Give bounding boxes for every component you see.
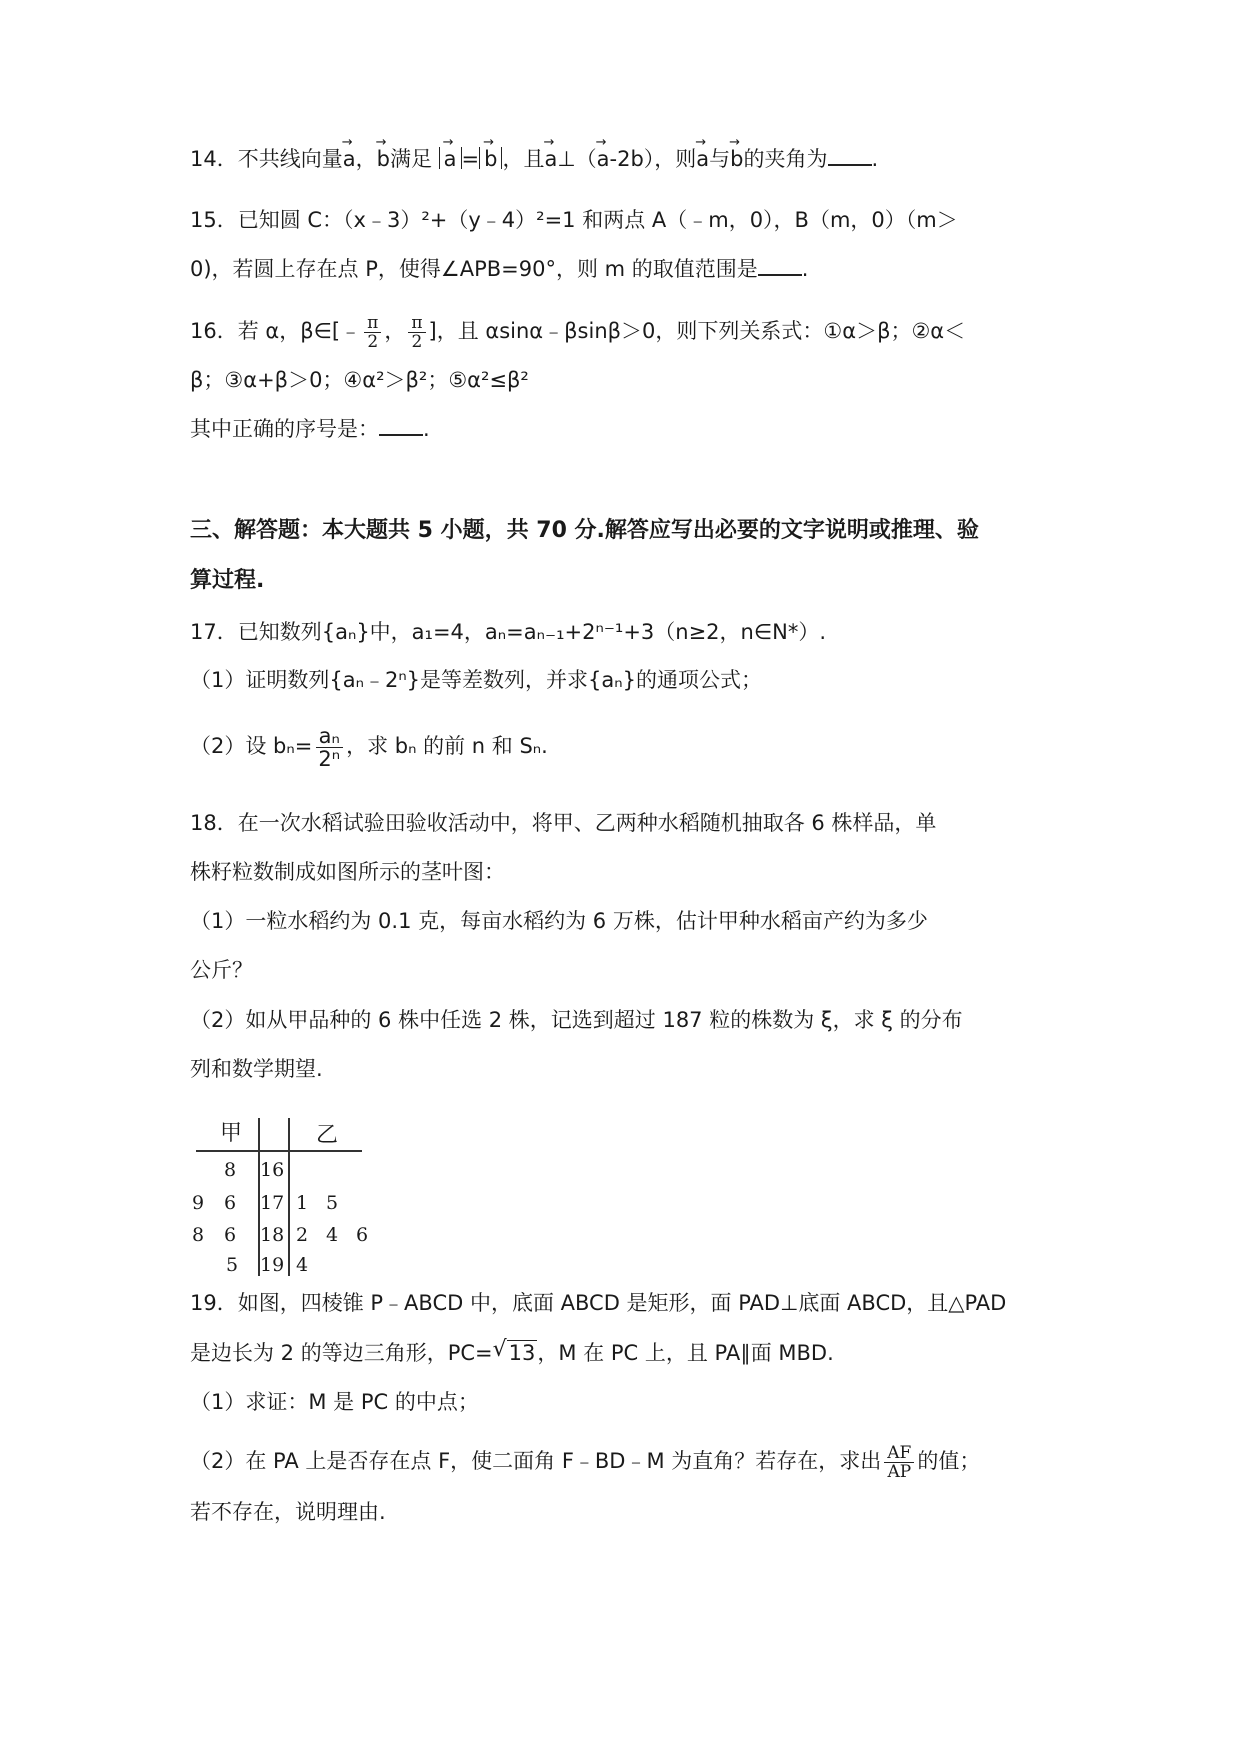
abs-b-vector: → b bbox=[484, 147, 497, 169]
q14-text-2: 满足 bbox=[389, 147, 432, 171]
q14-text-4: 与 bbox=[709, 147, 731, 171]
leaf-left: 5 bbox=[226, 1254, 239, 1276]
frac-numerator: aₙ bbox=[316, 725, 343, 748]
vector-expression: → a-2b bbox=[597, 142, 644, 174]
leaf-right: 2 bbox=[296, 1224, 309, 1246]
q16-mid: ， bbox=[384, 319, 406, 343]
q19-p2-end: 的值； bbox=[917, 1449, 981, 1473]
q16-pre: 16．若 α，β∈[﹣ bbox=[190, 319, 362, 343]
leaf-left: 6 bbox=[224, 1224, 237, 1246]
fraction-af-over-ap bbox=[884, 1444, 914, 1481]
q14-perp: ⊥（ bbox=[557, 147, 597, 171]
frac-af: AF bbox=[884, 1444, 914, 1463]
answer-blank-14 bbox=[828, 146, 872, 166]
leaf-right: 5 bbox=[326, 1192, 339, 1214]
q19-text-2: ，M 在 PC 上，且 PA∥面 MBD. bbox=[537, 1341, 834, 1365]
leaf-right: 4 bbox=[326, 1224, 339, 1246]
frac-denominator: 2ⁿ bbox=[318, 746, 341, 771]
question-18-part-1: （1）一粒水稻约为 0.1 克，每亩水稻约为 6 万株，估计甲种水稻亩产约为多少 bbox=[190, 909, 928, 933]
q15-end: . bbox=[801, 257, 809, 281]
leaf-right: 6 bbox=[356, 1224, 369, 1246]
stem-value: 17 bbox=[260, 1192, 285, 1214]
question-18-part-2-b: 列和数学期望. bbox=[190, 1057, 323, 1081]
question-14 bbox=[190, 142, 878, 174]
q16-end: . bbox=[423, 417, 430, 441]
leaf-left: 6 bbox=[224, 1192, 237, 1214]
q14-comma: ， bbox=[355, 147, 377, 171]
vector-a-3: → a bbox=[696, 142, 709, 174]
question-16-line-1 bbox=[190, 308, 965, 354]
fraction-pi-over-2-b bbox=[408, 314, 425, 351]
q14-equals: = bbox=[461, 147, 480, 171]
q14-text-1: 不共线向量 bbox=[237, 147, 343, 171]
question-18-part-2: （2）如从甲品种的 6 株中任选 2 株，记选到超过 187 粒的株数为 ξ，求 ξ 的分布 bbox=[190, 1008, 963, 1032]
sqrt-13 bbox=[493, 1338, 538, 1368]
fraction-an-over-2n bbox=[315, 725, 343, 770]
q14-number: 14． bbox=[190, 147, 238, 171]
frac-den-2: 2 bbox=[411, 331, 423, 352]
q16-post: ]，且 αsinα﹣βsinβ＞0，则下列关系式：①α＞β；②α＜ bbox=[428, 319, 966, 343]
leaf-left: 9 bbox=[192, 1192, 205, 1214]
question-17-stem: 17．已知数列{aₙ}中，a₁=4，aₙ=aₙ₋₁+2ⁿ⁻¹+3（n≥2，n∈N*）. bbox=[190, 620, 827, 644]
stem-value: 16 bbox=[260, 1159, 285, 1181]
q15-text: 0)，若圆上存在点 P，使得∠APB=90°，则 m 的取值范围是 bbox=[190, 257, 758, 281]
question-19-part-2-b: 若不存在，说明理由. bbox=[190, 1500, 386, 1524]
q17-p2-suffix: ，求 bₙ 的前 n 和 Sₙ. bbox=[346, 734, 548, 758]
frac-den: 2 bbox=[367, 331, 379, 352]
question-15-line-1: 15．已知圆 C：（x﹣3）²+（y﹣4）²=1 和两点 A（﹣m，0），B（m，0）（m＞ bbox=[190, 208, 958, 232]
q16-prompt: 其中正确的序号是： bbox=[190, 417, 379, 441]
vector-b-3: → b bbox=[730, 142, 743, 174]
vector-a-2: → a bbox=[544, 142, 557, 174]
abs-b bbox=[479, 147, 502, 169]
fraction-pi-over-2-a bbox=[364, 314, 381, 351]
abs-a bbox=[439, 147, 462, 169]
question-16-line-3 bbox=[190, 414, 430, 444]
q19-p2-text: （2）在 PA 上是否存在点 F，使二面角 F﹣BD﹣M 为直角？若存在，求出 bbox=[190, 1449, 882, 1473]
q17-p2-prefix: （2）设 bₙ= bbox=[190, 734, 313, 758]
frac-num-2: π bbox=[408, 314, 425, 333]
question-17-part-1: （1）证明数列{aₙ﹣2ⁿ}是等差数列，并求{aₙ}的通项公式； bbox=[190, 668, 763, 692]
leaf-left: 8 bbox=[192, 1224, 205, 1246]
header-yi: 乙 bbox=[316, 1123, 339, 1148]
frac-num: π bbox=[364, 314, 381, 333]
q19-text: 是边长为 2 的等边三角形，PC= bbox=[190, 1341, 493, 1365]
stem-right-divider bbox=[288, 1118, 290, 1276]
section-3-heading-2: 算过程. bbox=[190, 568, 265, 593]
q14-text-3: ，且 bbox=[502, 147, 545, 171]
question-15-line-2 bbox=[190, 254, 808, 284]
question-18-part-1-b: 公斤？ bbox=[190, 958, 253, 982]
stem-value: 18 bbox=[260, 1224, 285, 1246]
leaf-left: 8 bbox=[224, 1159, 237, 1181]
stem-leaf-plot bbox=[192, 1112, 378, 1280]
question-17-part-2 bbox=[190, 722, 548, 770]
abs-a-vector: → a bbox=[444, 147, 457, 169]
vector-b: → b bbox=[377, 142, 390, 174]
stem-value: 19 bbox=[260, 1254, 285, 1276]
frac-ap: AP bbox=[887, 1461, 912, 1482]
header-jia: 甲 bbox=[220, 1121, 243, 1146]
sqrt-radicand: 13 bbox=[508, 1341, 536, 1365]
question-19-part-2 bbox=[190, 1438, 980, 1484]
question-19-part-1: （1）求证：M 是 PC 的中点； bbox=[190, 1390, 479, 1414]
q14-close: ），则 bbox=[643, 147, 697, 171]
leaf-right: 4 bbox=[296, 1254, 309, 1276]
question-18-line-1: 18．在一次水稻试验田验收活动中，将甲、乙两种水稻随机抽取各 6 株样品，单 bbox=[190, 811, 937, 835]
q14-text-5: 的夹角为 bbox=[743, 147, 828, 171]
question-18-line-2: 株籽粒数制成如图所示的茎叶图： bbox=[190, 860, 505, 884]
section-3-heading: 三、解答题：本大题共 5 小题，共 70 分.解答应写出必要的文字说明或推理、验 bbox=[190, 518, 979, 543]
leaf-right: 1 bbox=[296, 1192, 309, 1214]
stem-leaf-header-line bbox=[196, 1150, 362, 1152]
question-19-line-2 bbox=[190, 1338, 834, 1368]
answer-blank-16 bbox=[379, 416, 423, 436]
vector-a: → a bbox=[343, 142, 356, 174]
question-16-line-2: β；③α+β＞0；④α²＞β²；⑤α²≤β² bbox=[190, 368, 529, 392]
q14-end: . bbox=[871, 147, 879, 171]
answer-blank-15 bbox=[758, 256, 802, 276]
question-19-line-1: 19．如图，四棱锥 P﹣ABCD 中，底面 ABCD 是矩形，面 PAD⊥底面 ABCD，且△PAD bbox=[190, 1291, 1007, 1315]
